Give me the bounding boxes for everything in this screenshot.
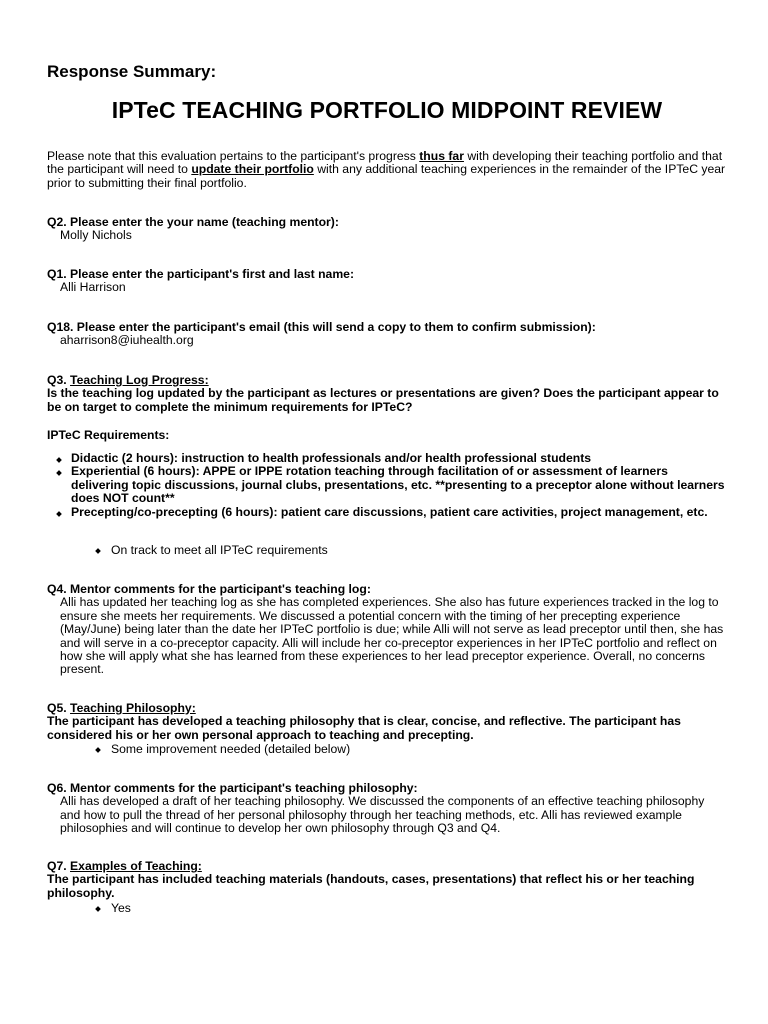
requirements-heading: IPTeC Requirements:	[47, 428, 170, 442]
page-title: IPTeC TEACHING PORTFOLIO MIDPOINT REVIEW	[111, 97, 663, 123]
question-q7	[47, 860, 727, 900]
answer-text: Alli has updated her teaching log as she has completed experiences. She also has future experiences tracked in the log to ensure she meets her requirements. We discussed a potential concern with the timing of her precepting experience (May/June) being later than the date her IPTeC portfolio is due; while Alli will not serve as lead preceptor until then, she has and will serve in a co-preceptor capacity. Alli will include her co-preceptor experiences in her IPTeC portfolio and reflect on how she will apply what she has learned from these experiences to her lead preceptor experience. Overall, no concerns present.	[60, 595, 724, 677]
answer-text: aharrison8@iuhealth.org	[60, 333, 194, 348]
question-q2	[47, 216, 727, 243]
question-text: The participant has developed a teaching philosophy that is clear, concise, and reflective. The participant has considered his or her own personal approach to teaching and precepting.	[47, 714, 681, 742]
intro-emphasis-thus-far: thus far	[419, 149, 464, 163]
answer-text: Yes	[111, 901, 131, 915]
requirement-item	[71, 452, 727, 465]
question-heading: Teaching Log Progress:	[70, 373, 209, 387]
response-summary-heading: Response Summary:	[47, 62, 217, 81]
bullet-diamond-icon	[95, 747, 101, 753]
requirement-item	[71, 465, 727, 505]
bullet-diamond-icon	[56, 511, 62, 517]
question-q4	[47, 583, 727, 677]
question-q18	[47, 321, 727, 348]
question-title	[47, 702, 727, 715]
answer-text: Some improvement needed (detailed below)	[111, 742, 351, 756]
requirement-text: Precepting/co-precepting (6 hours): patient care discussions, patient care activities, project management, etc.	[71, 504, 708, 519]
question-text: Is the teaching log updated by the participant as lectures or presentations are given? Does the participant appear to be on target to complete the minimum requirements for IPTeC?	[47, 386, 719, 414]
requirement-item	[71, 506, 727, 519]
selected-answer	[111, 544, 328, 557]
question-prefix: Q5.	[47, 701, 71, 715]
question-q5	[47, 702, 727, 742]
requirement-text: Didactic (2 hours): instruction to health professionals and/or health professional students	[71, 451, 592, 465]
question-text: The participant has included teaching materials (handouts, cases, presentations) that reflect his or her teaching philosophy.	[47, 872, 695, 900]
question-title: Q1. Please enter the participant's first and last name:	[47, 267, 355, 281]
requirement-text: Experiential (6 hours): APPE or IPPE rotation teaching through facilitation of or assessment of learners delivering topic discussions, journal clubs, presentations, etc. **presenting to a preceptor alone without learners does NOT count**	[71, 464, 725, 506]
intro-emphasis-update-portfolio: update their portfolio	[191, 162, 314, 177]
question-q6	[47, 782, 727, 836]
selected-answer	[111, 743, 350, 756]
selected-answer	[111, 902, 131, 915]
intro-text: with any additional teaching experiences in the remainder of the IPTeC year prior to submitting their final portfolio.	[47, 162, 726, 190]
requirements-list	[71, 452, 727, 519]
question-heading: Examples of Teaching:	[70, 859, 202, 873]
question-prefix: Q3.	[47, 373, 71, 387]
intro-text: Please note that this evaluation pertains to the participant's progress	[47, 149, 420, 163]
question-title: Q4. Mentor comments for the participant's teaching log:	[47, 582, 371, 596]
bullet-diamond-icon	[56, 457, 62, 463]
intro-paragraph	[47, 150, 727, 190]
question-title: Q2. Please enter the your name (teaching mentor):	[47, 215, 339, 229]
answer-text: On track to meet all IPTeC requirements	[111, 543, 328, 557]
question-title: Q18. Please enter the participant's email (this will send a copy to them to confirm submission):	[47, 320, 596, 334]
question-heading: Teaching Philosophy:	[70, 701, 196, 715]
bullet-diamond-icon	[95, 548, 101, 554]
answer-text: Alli has developed a draft of her teaching philosophy. We discussed the components of an effective teaching philosophy and how to pull the thread of her personal philosophy through her teaching methods, etc. Alli has reviewed example philosophies and will continue to develop her own philosophy through Q3 and Q4.	[60, 794, 705, 836]
question-title	[47, 374, 727, 387]
bullet-diamond-icon	[95, 906, 101, 912]
question-title: Q6. Mentor comments for the participant's teaching philosophy:	[47, 781, 418, 795]
intro-text: with developing their teaching portfolio and that the participant will need to	[47, 149, 723, 177]
question-prefix: Q7.	[47, 859, 71, 873]
bullet-diamond-icon	[56, 471, 62, 477]
question-q3	[47, 374, 727, 414]
question-title	[47, 860, 727, 873]
answer-text: Molly Nichols	[60, 228, 132, 243]
question-q1	[47, 268, 727, 295]
answer-text: Alli Harrison	[60, 280, 126, 295]
